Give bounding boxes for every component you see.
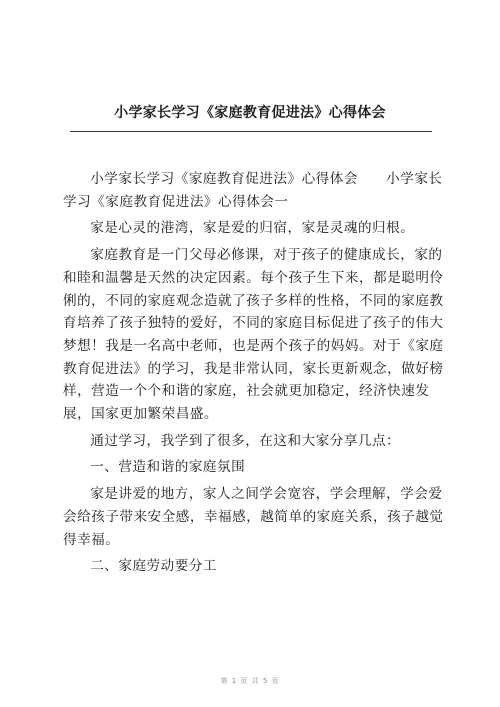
paragraph-heading-line: 小学家长学习《家庭教育促进法》心得体会 小学家长学习《家庭教育促进法》心得体会一 <box>63 171 443 210</box>
section-heading-1: 一、营造和谐的家庭氛围 <box>90 459 246 476</box>
paragraph-main: 家庭教育是一门父母必修课，对于孩子的健康成长，家的和睦和温馨是天然的决定因素。每个孩子生下来，都是聪明伶俐的，不同的家庭观念造就了孩子多样的性格，不同的家庭教育培养了孩子独特的爱好，不同的家庭目标促进了孩子的伟大梦想！我是一名高中老师，也是两个孩子的妈妈。对于《家庭教育促进法》的学习，我是非常认同，家长更新观念，做好榜样，营造一个个和谐的家庭，社会就更加稳定，经济快速发展，国家更加繁荣昌盛。 <box>63 247 444 423</box>
section-heading-2: 二、家庭劳动要分工 <box>90 558 218 575</box>
paragraph-share: 通过学习，我学到了很多，在这和大家分享几点： <box>90 432 401 449</box>
document-title: 小学家长学习《家庭教育促进法》心得体会 <box>114 105 386 121</box>
paragraph-intro: 家是心灵的港湾，家是爱的归宿，家是灵魂的归根。 <box>90 220 415 237</box>
paragraph-section-1: 家是讲爱的地方，家人之间学会宽容，学会理解，学会爱会给孩子带来安全感，幸福感，越简单的家庭关系，孩子越觉得幸福。 <box>63 486 444 548</box>
page-footer: 第 1 页 共 5 页 <box>220 677 280 685</box>
document-body <box>63 168 444 578</box>
title-divider <box>70 131 432 132</box>
